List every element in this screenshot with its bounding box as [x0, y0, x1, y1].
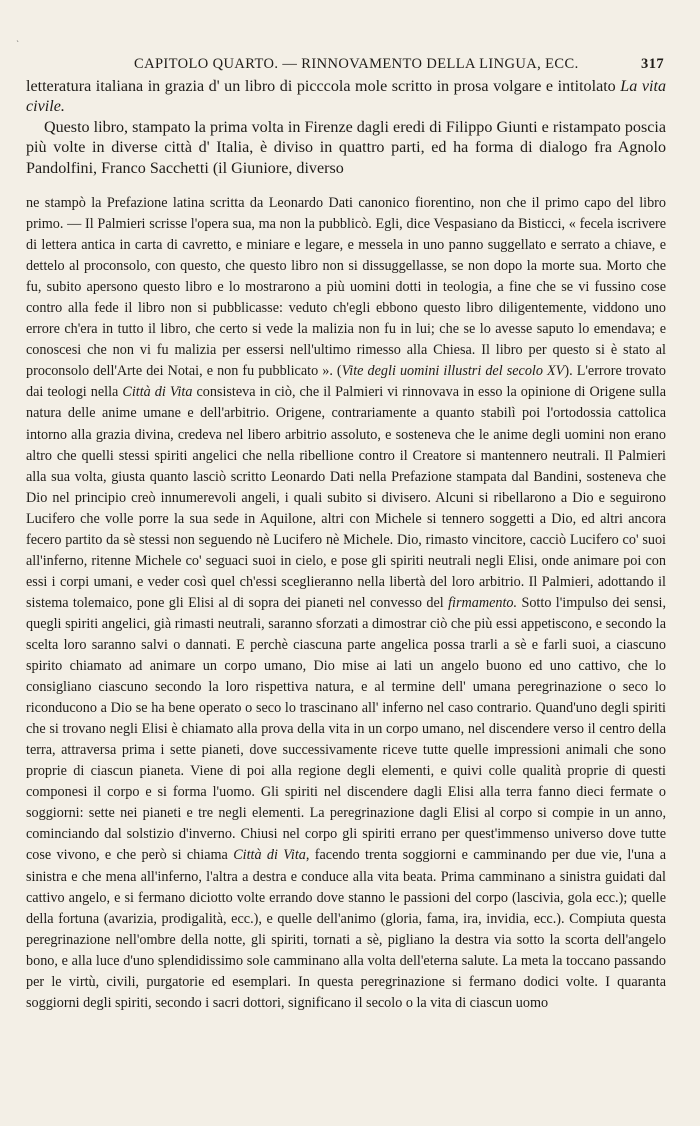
footnote-paragraph: ne stampò la Prefazione latina scritta da Leonardo Dati canonico fiorentino, non che il primo capo del libro primo. — Il Palmieri scrisse l'opera sua, ma non la pubblicò. Egli, dice Vespasiano da Bisticci, « fecela iscrivere di lettera antica in carta di cavretto, e miniare e legare, e messela in uno panno suggellato e serrato a chiave, e dettelo al proconsolo, con questo, che questo libro non si dissuggellasse, se non dopo la morte sua. Morto che fu, subito apersono questo libro e lo mostrarono a più uomini dotti in teologia, a fine che se vi fussino cose contro alla fede il libro non si pubblicasse: veduto ch'egli ebbono questo libro diligentemente, viddono uno errore ch'era in tutto il libro, che certo si vede la malizia non fu in lui; che se lo avesse saputo lo emendava; e conoscesi che non vi fu malizia per essersi nell'ultimo rimesso alla Chiesa. Il libro per questo si è stato al proconsolo dell'Arte dei Notai, e non fu pubblicato ». (Vite degli uomini illustri del secolo XV). L'errore trovato dai teologi nella Città di Vita consisteva in ciò, che il Palmieri vi rinnovava in esso la opinione di Origene sulla natura delle anime umane e dell'arbitrio. Origene, contrariamente a quanto stabilì poi l'ortodossia cattolica intorno alla grazia divina, credeva nel libero arbitrio assoluto, e sosteneva che le anime degli uomini non erano altro che quelli stessi spiriti angelici che nella ribellione contro il Creatore si mantennero neutrali. Il Palmieri alla sua volta, giusta quanto lasciò scritto Leonardo Dati nella Prefazione stampata dal Bandini, sosteneva che Dio nel principio creò innumerevoli angeli, i quali subito si divisero. Alcuni si ribellarono a Dio e seguirono Lucifero che volle porre la sua sede in Aquilone, altri con Michele si tennero soggetti a Dio, ed altri ancora fecero partito da sè stessi non seguendo nè Lucifero nè Michele. Dio, rimasto vincitore, cacciò Lucifero co' suoi all'inferno, ritenne Michele co' seguaci suoi in cielo, e pose gli spiriti neutrali negli Elisi, onde animare poi con essi i corpi umani, e veder così quel ch'essi sceglieranno nella libertà del loro arbitrio. Il Palmieri, adottando il sistema tolemaico, pone gli Elisi al di sopra dei pianeti nel convesso del firmamento. Sotto l'impulso dei sensi, quegli spiriti angelici, già rimasti neutrali, saranno sforzati a dimostrar ciò che più essi appetiscono, e secondo la scelta loro saranno salvi o dannati. E perchè ciascuna parte angelica possa trarli a sè e farli suoi, a ciascuno spirito chiamato ad animare un corpo umano, Dio mise ai lati un angelo buono ed uno cattivo, che lo consigliano ciascuno secondo la loro rispettiva natura, e al termine dell' umana peregrinazione o seco lo riconducono a Dio se ha bene operato o seco lo trascinano all' inferno nel caso contrario. Quand'uno degli spiriti che si trovano negli Elisi è chiamato alla prova della vita in un corpo umano, nel discendere verso il centro della terra, attraversa prima i sette pianeti, dove successivamente riceve tutte quelle impressioni animali che sono proprie di ciascun pianeta. Viene di poi alla regione degli elementi, e quivi colle qualità proprie di questi componesi il corpo e si forma l'uomo. Gli spiriti nel discendere dagli Elisi alla terra fanno dieci fermate o soggiorni: sette nei pianeti e tre negli elementi. La peregrinazione dagli Elisi al corpo si compie in un anno, cominciando dal solstizio d'inverno. Chiusi nel corpo gli spiriti errano per quest'immenso universo dove tutte cose vivono, e che però si chiama Città di Vita, facendo trenta soggiorni e camminando per due vie, l'una a sinistra e che mena all'inferno, l'altra a destra e conduce alla vita beata. Prima camminano a sinistra guidati dal cattivo angelo, e si fermano diciotto volte errando dove stanno le passioni del corpo (lascivia, gola ecc.); quelle della fortuna (avarizia, prodigalità, ecc.), e quelle dell'animo (gloria, fama, ira, invidia, ecc.). Compiuta questa peregrinazione nell'ombre della notte, gli spiriti, tornati a sè, pigliano la destra via sotto la scorta dell'angelo bono, e alla luce d'uno splendidissimo sole camminano alla volta dell'eterna salute. La meta la toccano passando per le virtù, civili, purgatorie ed esemplari. In questa peregrinazione si fermano dodici volte. I quaranta soggiorni degli spiriti, secondo i sacri dottori, significano il secolo o la vita di ciascun uomo [26, 195, 667, 1011]
title-citta-di-vita-2: Città di Vita [233, 847, 306, 864]
ink-speck: ` [16, 40, 20, 49]
paragraph-1: letteratura italiana in grazia d' un libro di picccola mole scritto in prosa volgare e intitolato La vita civile. [26, 78, 666, 116]
title-citta-di-vita: Città di Vita [122, 384, 193, 401]
citation-title: Vite degli uomini illustri del secolo XV [341, 363, 565, 380]
term-firmamento: firmamento. [448, 594, 518, 611]
page-number: 317 [641, 56, 664, 72]
running-title: CAPITOLO QUARTO. — RINNOVAMENTO DELLA LINGUA, ECC. [134, 56, 579, 72]
book-title-la-vita-civile: La vita civile. [26, 78, 666, 116]
paragraph-2: Questo libro, stampato la prima volta in Firenze dagli eredi di Filippo Giunti e ristampato poscia più volte in diverse città d' Italia, è diviso in quattro parti, ed ha forma di dialogo fra Agnolo Pandolfini, Franco Sacchetti (il Giuniore, diverso [26, 118, 666, 177]
main-text [26, 77, 666, 179]
footnote [26, 193, 666, 1014]
